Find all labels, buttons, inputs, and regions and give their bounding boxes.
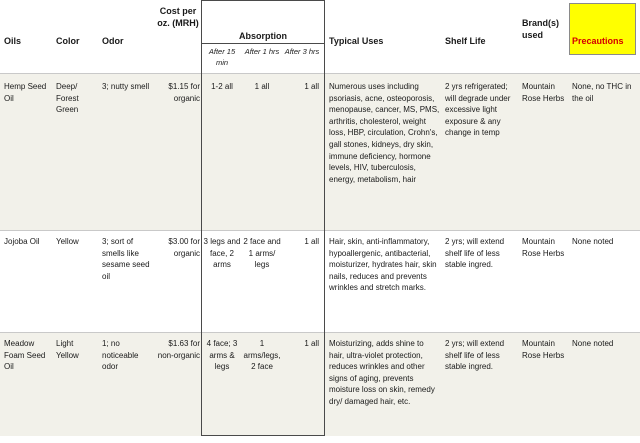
cell-abs3-hemp: 1 all — [304, 82, 319, 91]
cell-shelf-meadowfoam: 2 yrs; will extend shelf life of less stable ingred. — [445, 339, 505, 372]
cell-abs1-jojoba: 2 face and 1 arms/ legs — [243, 237, 281, 270]
cell-color-meadowfoam: Light Yellow — [56, 339, 79, 360]
cell-oil-jojoba: Jojoba Oil — [4, 237, 40, 246]
cell-precautions-hemp: None, no THC in the oil — [572, 82, 632, 103]
cell-cost-jojoba: $3.00 for organic — [168, 237, 200, 258]
cell-brand-hemp: Mountain Rose Herbs — [522, 82, 565, 103]
header-odor: Odor — [102, 36, 124, 46]
cell-oil-hemp: Hemp Seed Oil — [4, 82, 47, 103]
cell-oil-meadowfoam: Meadow Foam Seed Oil — [4, 339, 46, 372]
cell-abs15-hemp: 1-2 all — [211, 82, 233, 91]
cell-uses-meadowfoam: Moisturizing, adds shine to hair, ultra-violet protection, reduces wrinkles and other signs of aging, prevents moisture loss on skin, remedy dry/ damaged hair, etc. — [329, 339, 435, 406]
cell-abs1-hemp: 1 all — [254, 82, 270, 91]
cell-brand-jojoba: Mountain Rose Herbs — [522, 237, 565, 258]
precautions-highlight — [569, 3, 636, 55]
cell-abs3-meadowfoam: 1 all — [304, 339, 319, 348]
cell-color-jojoba: Yellow — [56, 237, 79, 246]
cell-cost-hemp: $1.15 for organic — [168, 82, 200, 103]
cell-shelf-hemp: 2 yrs refrigerated; will degrade under excessive light exposure & any change in temp — [445, 82, 511, 138]
subheader-after-3-hrs: After 3 hrs — [284, 47, 320, 56]
cell-uses-jojoba: Hair, skin, anti-inflammatory, hypoallergenic, antibacterial, moisturizer, hydrates hair, skin nails, reduces and prevents wrinkles and stretch marks. — [329, 237, 437, 293]
cell-odor-hemp: 3; nutty smell — [102, 82, 150, 91]
header-precautions: Precautions — [572, 36, 624, 46]
cell-color-hemp: Deep/ Forest Green — [56, 82, 79, 115]
subheader-after-1-hrs: After 1 hrs — [244, 47, 280, 56]
cell-brand-meadowfoam: Mountain Rose Herbs — [522, 339, 565, 360]
cell-odor-meadowfoam: 1; no noticeable odor — [102, 339, 139, 372]
header-brands: Brand(s) used — [522, 18, 560, 40]
header-oils: Oils — [4, 36, 22, 46]
subheader-after-15-min: After 15 min — [208, 47, 236, 67]
header-typical-uses: Typical Uses — [329, 36, 384, 46]
header-absorption: Absorption — [239, 31, 287, 41]
cell-abs3-jojoba: 1 all — [304, 237, 319, 246]
cell-abs15-meadowfoam: 4 face; 3 arms & legs — [206, 339, 238, 372]
cell-precautions-meadowfoam: None noted — [572, 339, 614, 348]
absorption-header-divider — [201, 43, 325, 44]
header-shelf-life: Shelf Life — [445, 36, 486, 46]
header-cost: Cost per oz. (MRH) — [157, 6, 199, 28]
cell-shelf-jojoba: 2 yrs; will extend shelf life of less stable ingred. — [445, 237, 505, 270]
cell-odor-jojoba: 3; sort of smells like sesame seed oil — [102, 237, 150, 281]
cell-uses-hemp: Numerous uses including psoriasis, acne, osteoporosis, menopause, cancer, MS, PMS, arthritis, cholesterol, weight loss, HBP, circulation, Crohn's, gall stones, kidneys, dry skin, immune deficiency, hormone levels, HIV, tuberculosis, energy, metabolism, hair — [329, 82, 440, 184]
cell-cost-meadowfoam: $1.63 for non-organic — [157, 339, 200, 360]
cell-abs15-jojoba: 3 legs and face, 2 arms — [203, 237, 241, 270]
cell-abs1-meadowfoam: 1 arms/legs, 2 face — [243, 339, 281, 372]
cell-precautions-jojoba: None noted — [572, 237, 614, 246]
header-color: Color — [56, 36, 80, 46]
